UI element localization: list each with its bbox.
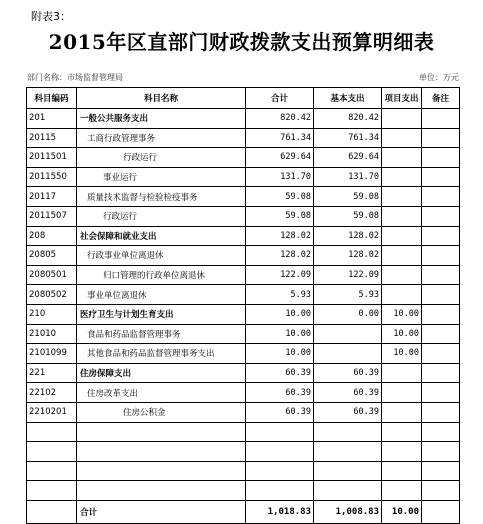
cell-project bbox=[382, 246, 422, 266]
cell-note bbox=[422, 285, 460, 305]
cell-code: 2210201 bbox=[27, 402, 77, 422]
total-label: 合计 bbox=[77, 500, 246, 523]
cell-project bbox=[382, 383, 422, 403]
table-row bbox=[27, 167, 460, 187]
cell-note bbox=[422, 226, 460, 246]
cell-code: 20117 bbox=[27, 187, 77, 207]
table-row bbox=[27, 324, 460, 344]
cell-code: 208 bbox=[27, 226, 77, 246]
cell-basic: 5.93 bbox=[314, 285, 382, 305]
cell-note bbox=[422, 187, 460, 207]
cell-name: 住房公积金 bbox=[77, 402, 246, 422]
cell-project: 10.00 bbox=[382, 304, 422, 324]
cell-name: 医疗卫生与计划生育支出 bbox=[77, 304, 246, 324]
cell-basic: 761.34 bbox=[314, 128, 382, 148]
cell-total: 122.09 bbox=[246, 265, 314, 285]
cell-total: 131.70 bbox=[246, 167, 314, 187]
header-note: 备注 bbox=[422, 88, 460, 109]
table-row bbox=[27, 246, 460, 266]
cell-code: 2011550 bbox=[27, 167, 77, 187]
cell-project bbox=[382, 187, 422, 207]
cell-basic: 820.42 bbox=[314, 109, 382, 129]
cell-project: 10.00 bbox=[382, 324, 422, 344]
table-header-row bbox=[27, 88, 460, 109]
cell-total: 59.08 bbox=[246, 187, 314, 207]
cell-note bbox=[422, 246, 460, 266]
cell-name: 事业运行 bbox=[77, 167, 246, 187]
empty-row bbox=[27, 442, 460, 462]
cell-basic: 131.70 bbox=[314, 167, 382, 187]
department-name: 部门名称：市场监督管理局 bbox=[27, 73, 123, 82]
cell-code: 20805 bbox=[27, 246, 77, 266]
cell-total: 10.00 bbox=[246, 324, 314, 344]
cell-total: 60.39 bbox=[246, 402, 314, 422]
table-row bbox=[27, 265, 460, 285]
cell-note bbox=[422, 167, 460, 187]
cell-basic: 60.39 bbox=[314, 363, 382, 383]
unit-label: 单位：万元 bbox=[419, 73, 459, 82]
cell-project bbox=[382, 363, 422, 383]
cell-name: 行政事业单位离退休 bbox=[77, 246, 246, 266]
cell-project bbox=[382, 109, 422, 129]
cell-code: 22102 bbox=[27, 383, 77, 403]
cell-project: 10.00 bbox=[382, 344, 422, 364]
table-row bbox=[27, 148, 460, 168]
budget-table bbox=[26, 87, 460, 524]
cell-total: 820.42 bbox=[246, 109, 314, 129]
cell-name: 住房改革支出 bbox=[77, 383, 246, 403]
cell-note bbox=[422, 128, 460, 148]
cell-note bbox=[422, 344, 460, 364]
cell-note bbox=[422, 324, 460, 344]
total-total: 1,018.83 bbox=[246, 500, 314, 523]
cell-basic: 128.02 bbox=[314, 226, 382, 246]
cell-code: 21010 bbox=[27, 324, 77, 344]
header-code: 科目编码 bbox=[27, 88, 77, 109]
cell-name: 食品和药品监督管理事务 bbox=[77, 324, 246, 344]
cell-code: 2101099 bbox=[27, 344, 77, 364]
cell-basic: 128.02 bbox=[314, 246, 382, 266]
cell-basic: 122.09 bbox=[314, 265, 382, 285]
cell-note bbox=[422, 363, 460, 383]
cell-total: 128.02 bbox=[246, 226, 314, 246]
cell-basic bbox=[314, 324, 382, 344]
cell-project bbox=[382, 148, 422, 168]
table-row bbox=[27, 187, 460, 207]
cell-project bbox=[382, 265, 422, 285]
cell-note bbox=[422, 304, 460, 324]
page-title: 2015年区直部门财政拨款支出预算明细表 bbox=[48, 30, 435, 54]
cell-total: 60.39 bbox=[246, 383, 314, 403]
cell-name: 行政运行 bbox=[77, 206, 246, 226]
cell-project bbox=[382, 285, 422, 305]
cell-code: 221 bbox=[27, 363, 77, 383]
table-row bbox=[27, 206, 460, 226]
table-row bbox=[27, 128, 460, 148]
empty-row bbox=[27, 481, 460, 501]
total-row bbox=[27, 500, 460, 523]
cell-project bbox=[382, 128, 422, 148]
total-basic: 1,008.83 bbox=[314, 500, 382, 523]
cell-total: 60.39 bbox=[246, 363, 314, 383]
cell-code: 2080502 bbox=[27, 285, 77, 305]
header-basic: 基本支出 bbox=[314, 88, 382, 109]
empty-row bbox=[27, 461, 460, 481]
cell-project bbox=[382, 402, 422, 422]
cell-total: 5.93 bbox=[246, 285, 314, 305]
table-row bbox=[27, 402, 460, 422]
header-project: 项目支出 bbox=[382, 88, 422, 109]
cell-note bbox=[422, 109, 460, 129]
total-note bbox=[422, 500, 460, 523]
cell-name: 行政运行 bbox=[77, 148, 246, 168]
table-row bbox=[27, 344, 460, 364]
cell-note bbox=[422, 402, 460, 422]
cell-name: 归口管理的行政单位离退休 bbox=[77, 265, 246, 285]
cell-name: 其他食品和药品监督管理事务支出 bbox=[77, 344, 246, 364]
cell-basic: 0.00 bbox=[314, 304, 382, 324]
cell-note bbox=[422, 206, 460, 226]
cell-basic: 60.39 bbox=[314, 383, 382, 403]
cell-code: 2011507 bbox=[27, 206, 77, 226]
cell-total: 128.02 bbox=[246, 246, 314, 266]
cell-total: 10.00 bbox=[246, 344, 314, 364]
cell-basic: 60.39 bbox=[314, 402, 382, 422]
cell-project bbox=[382, 226, 422, 246]
cell-note bbox=[422, 265, 460, 285]
header-name: 科目名称 bbox=[77, 88, 246, 109]
empty-row bbox=[27, 422, 460, 442]
cell-name: 事业单位离退休 bbox=[77, 285, 246, 305]
cell-name: 住房保障支出 bbox=[77, 363, 246, 383]
table-row bbox=[27, 383, 460, 403]
cell-basic: 629.64 bbox=[314, 148, 382, 168]
cell-project bbox=[382, 167, 422, 187]
cell-name: 社会保障和就业支出 bbox=[77, 226, 246, 246]
total-project: 10.00 bbox=[382, 500, 422, 523]
cell-name: 一般公共服务支出 bbox=[77, 109, 246, 129]
annex-label: 附表3： bbox=[31, 10, 71, 23]
header-total: 合计 bbox=[246, 88, 314, 109]
cell-code: 210 bbox=[27, 304, 77, 324]
cell-code: 2080501 bbox=[27, 265, 77, 285]
cell-code: 20115 bbox=[27, 128, 77, 148]
cell-total: 629.64 bbox=[246, 148, 314, 168]
table-row bbox=[27, 363, 460, 383]
cell-note bbox=[422, 148, 460, 168]
table-row bbox=[27, 109, 460, 129]
cell-name: 工商行政管理事务 bbox=[77, 128, 246, 148]
cell-total: 761.34 bbox=[246, 128, 314, 148]
table-row bbox=[27, 285, 460, 305]
cell-name: 质量技术监督与检验检疫事务 bbox=[77, 187, 246, 207]
cell-note bbox=[422, 383, 460, 403]
cell-total: 59.08 bbox=[246, 206, 314, 226]
cell-code: 201 bbox=[27, 109, 77, 129]
cell-basic bbox=[314, 344, 382, 364]
table-row bbox=[27, 304, 460, 324]
cell-code: 2011501 bbox=[27, 148, 77, 168]
cell-basic: 59.08 bbox=[314, 206, 382, 226]
cell-total: 10.00 bbox=[246, 304, 314, 324]
cell-project bbox=[382, 206, 422, 226]
table-row bbox=[27, 226, 460, 246]
cell-basic: 59.08 bbox=[314, 187, 382, 207]
